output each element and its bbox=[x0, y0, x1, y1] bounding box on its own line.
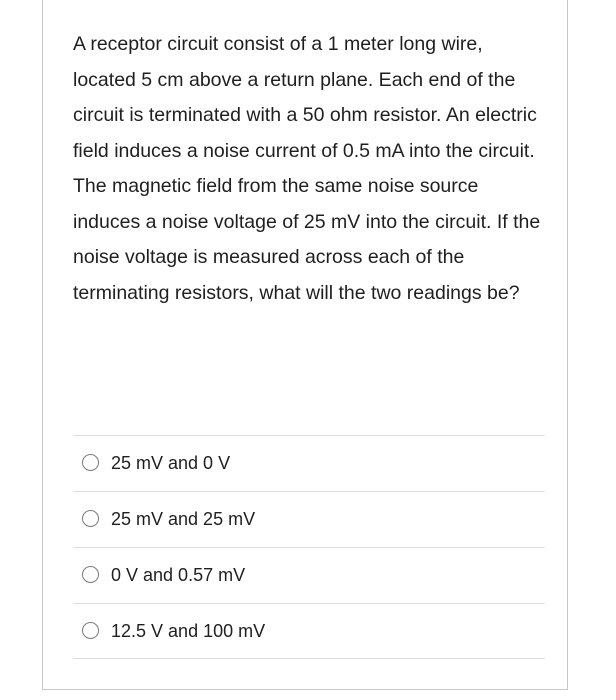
radio-button-icon[interactable] bbox=[82, 622, 99, 639]
answer-options bbox=[73, 435, 545, 659]
answer-option-label: 0 V and 0.57 mV bbox=[111, 565, 246, 585]
answer-option-label: 25 mV and 0 V bbox=[111, 453, 231, 473]
answer-option-label: 12.5 V and 100 mV bbox=[111, 621, 266, 641]
question-card bbox=[42, 0, 568, 690]
radio-button-icon[interactable] bbox=[82, 510, 99, 527]
answer-option-2[interactable] bbox=[73, 491, 545, 547]
radio-button-icon[interactable] bbox=[82, 454, 99, 471]
answer-option-1[interactable] bbox=[73, 435, 545, 491]
question-text: A receptor circuit consist of a 1 meter long wire, located 5 cm above a return plane. Each end of the circuit is terminated with a 50 ohm resistor. An electric field induces a noise current of 0.5 mA into the circuit. The magnetic field from the same noise source induces a noise voltage of 25 mV into the circuit. If the noise voltage is measured across each of the terminating resistors, what will the two readings be? bbox=[73, 33, 541, 304]
answer-option-label: 25 mV and 25 mV bbox=[111, 509, 256, 529]
answer-option-3[interactable] bbox=[73, 547, 545, 603]
answer-option-4[interactable] bbox=[73, 603, 545, 659]
radio-button-icon[interactable] bbox=[82, 566, 99, 583]
